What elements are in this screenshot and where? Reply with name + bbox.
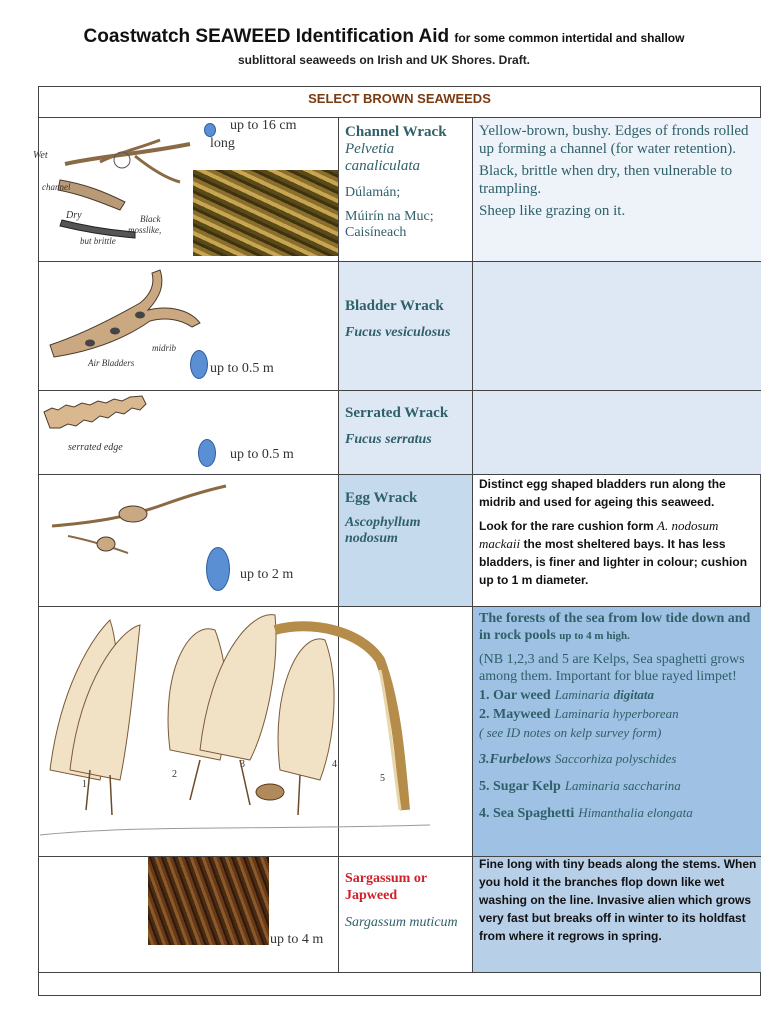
kelp-num-5: 5 [380,773,385,784]
channel-wrack-latin: Pelvetia canaliculata [345,141,420,174]
row1-description [479,122,754,220]
sargassum-description: Fine long with tiny beads along the stems. When you hold it the branches flop down like wet washing on the line. Invasive alien which grows very fast but breaks off in winter to its holdfast from where it regrows in spring. [479,857,757,943]
row4-description [479,475,757,589]
document-title [0,26,768,48]
subtitle-a: for some common intertidal and shallow [454,31,685,45]
kelp-item-2-label: 2. Mayweed [479,707,551,722]
kelp-item-4-label: 4. Sea Spaghetti [479,806,575,821]
row6-names [345,870,470,931]
kelp-item-1-latin: Laminaria [554,687,610,702]
subtitle-b: sublittoral seaweeds on Irish and UK Shores. Draft. [237,53,531,67]
bladder-wrack-name: Bladder Wrack [345,298,444,314]
size-oval-3 [198,439,216,467]
size-oval-4 [206,547,230,591]
row1-size: up to 16 cm [230,118,297,133]
egg-wrack-desc-1: Distinct egg shaped bladders run along the midrib and used for ageing this seaweed. [479,477,726,509]
label-black: Black [140,214,161,224]
kelp-num-4: 4 [332,759,337,770]
kelp-items [479,686,757,823]
label-serrated-edge: serrated edge [68,442,123,453]
sargassum-latin: Sargassum muticum [345,915,458,930]
size-oval-2 [190,350,208,379]
label-air-bladders: Air Bladders [88,358,135,368]
serrated-wrack-name: Serrated Wrack [345,405,449,421]
row1-names [345,124,470,241]
bladder-wrack-latin: Fucus vesiculosus [345,325,451,340]
label-mosslike: mosslike, [128,225,162,235]
egg-wrack-desc-2c: the most sheltered bays. It has less bladders, is finer and lighter in colour; cushion up to 1 m diameter. [479,537,748,587]
row6-size: up to 4 m [270,932,324,947]
channel-wrack-desc-3: Sheep like grazing on it. [479,203,626,219]
row3-names [345,405,470,448]
label-dry: Dry [66,210,82,221]
kelp-item-note: ( see ID notes on kelp survey form) [479,725,662,740]
kelp-num-2: 2 [172,769,177,780]
egg-wrack-desc-2b: A. nodosum mackaii [479,518,719,551]
row2-names [345,298,470,341]
channel-wrack-desc-1: Yellow-brown, bushy. Edges of fronds rolled up forming a channel (for water retention). [479,123,749,157]
channel-wrack-gaelic-2: Múirín na Muc; Caisíneach [345,209,434,240]
channel-wrack-desc-2: Black, brittle when dry, then vulnerable to trampling. [479,163,733,197]
channel-wrack-photo [193,170,338,256]
kelp-note: (NB 1,2,3 and 5 are Kelps, Sea spaghetti grows among them. Important for blue rayed limpet! [479,652,745,684]
row1-size-unit: long [210,136,235,151]
egg-wrack-drawing [48,478,228,563]
kelp-item-5-label: 5. Sugar Kelp [479,779,561,794]
sargassum-name: Sargassum or Japweed [345,871,427,903]
row5-description [479,610,757,823]
kelp-num-1: 1 [82,779,87,790]
section-title: SELECT BROWN SEAWEEDS [38,86,761,118]
document-header [0,26,768,67]
kelp-intro-height: up to 4 m high. [559,630,630,642]
label-midrib: midrib [152,343,177,353]
channel-wrack-name: Channel Wrack [345,124,447,140]
kelp-item-1-latin-b: digitata [613,687,655,702]
serrated-wrack-drawing [42,394,152,444]
egg-wrack-latin: Ascophyllum nodosum [345,515,421,546]
row4-size: up to 2 m [240,567,294,582]
egg-wrack-desc-2a: Look for the rare cushion form [479,519,654,533]
kelp-item-3-label: 3.Furbelows [479,752,551,767]
kelp-item-1-label: 1. Oar weed [479,688,551,703]
label-channel: channel [42,182,71,192]
size-oval-1 [204,123,216,137]
title-text: Coastwatch SEAWEED Identification Aid [83,26,450,47]
label-brittle: but brittle [80,236,116,246]
kelp-num-3: 3 [240,759,245,770]
kelp-item-3-latin: Saccorhiza polyschides [554,751,677,766]
kelp-item-4-latin: Himanthalia elongata [578,805,693,820]
kelp-item-2-latin: Laminaria hyperborean [554,706,679,721]
sargassum-photo [148,857,269,945]
channel-wrack-gaelic-1: Dúlamán; [345,185,401,200]
kelp-intro: The forests of the sea from low tide down and in rock pools [479,611,751,643]
label-wet: Wet [33,150,48,161]
serrated-wrack-latin: Fucus serratus [345,432,432,447]
row2-size: up to 0.5 m [210,361,274,376]
kelp-forest-drawing [40,610,440,850]
egg-wrack-name: Egg Wrack [345,490,418,506]
row4-names [345,490,470,547]
row3-size: up to 0.5 m [230,447,294,462]
kelp-item-5-latin: Laminaria saccharina [564,778,681,793]
